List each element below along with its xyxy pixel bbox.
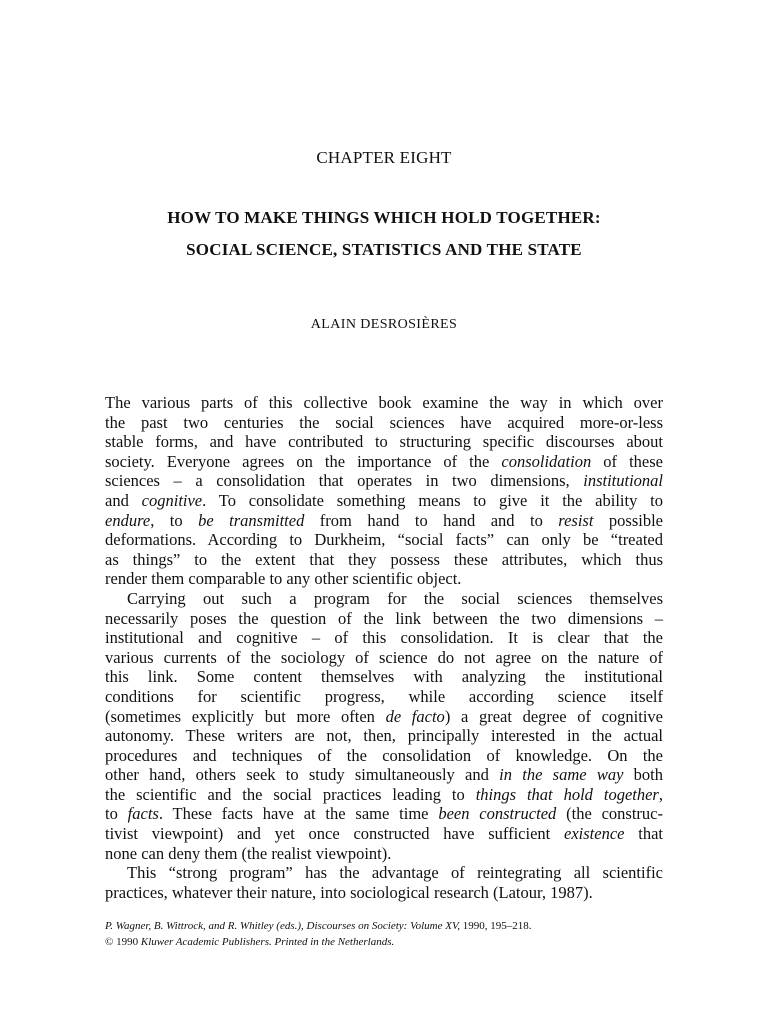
chapter-title-line-1: HOW TO MAKE THINGS WHICH HOLD TOGETHER: — [167, 208, 601, 227]
body-line: This “strong program” has the advantage of reintegrating all scientific — [127, 863, 663, 883]
body-line: none can deny them (the realist viewpoint). — [105, 843, 392, 863]
body-line: conditions for scientific progress, while according science itself — [105, 686, 663, 706]
body-line: and cognitive. To consolidate something means to give it the ability to — [105, 490, 663, 510]
chapter-title-line-2: SOCIAL SCIENCE, STATISTICS AND THE STATE — [186, 240, 582, 259]
body-line: tivist viewpoint) and yet once constructed have sufficient existence that — [105, 824, 663, 844]
body-line: practices, whatever their nature, into sociological research (Latour, 1987). — [105, 882, 593, 902]
chapter-label: CHAPTER EIGHT — [316, 148, 452, 167]
body-line: society. Everyone agrees on the importance of the consolidation of these — [105, 451, 663, 471]
author-name: ALAIN DESROSIÈRES — [310, 317, 458, 332]
body-line: procedures and techniques of the consolidation of knowledge. On the — [105, 745, 663, 765]
publication-footnote — [105, 919, 665, 950]
body-line: necessarily poses the question of the link between the two dimensions – — [105, 608, 663, 628]
body-line: autonomy. These writers are not, then, principally interested in the actual — [105, 726, 663, 746]
body-line: deformations. According to Durkheim, “social facts” can only be “treated — [105, 530, 663, 550]
body-line: as things” to the extent that they possess these attributes, which thus — [105, 549, 663, 569]
body-line: The various parts of this collective book examine the way in which over — [105, 393, 663, 412]
body-line: the scientific and the social practices leading to things that hold together, — [105, 784, 663, 804]
body-line: endure, to be transmitted from hand to hand and to resist possible — [105, 510, 664, 530]
body-line: institutional and cognitive – of this consolidation. It is clear that the — [105, 628, 663, 648]
body-line: other hand, others seek to study simultaneously and in the same way both — [105, 765, 663, 785]
body-line: various currents of the sociology of science do not agree on the nature of — [105, 647, 663, 667]
body-line: to facts. These facts have at the same time been constructed (the construc- — [105, 804, 663, 824]
copyright-line: © 1990 Kluwer Academic Publishers. Printed in the Netherlands. — [105, 935, 395, 948]
body-line: render them comparable to any other scientific object. — [105, 569, 462, 589]
body-line: stable forms, and have contributed to structuring specific discourses about — [105, 432, 663, 452]
body-line: this link. Some content themselves with analyzing the institutional — [105, 667, 663, 687]
body-line: Carrying out such a program for the social sciences themselves — [127, 588, 663, 608]
body-line: (sometimes explicitly but more often de facto) a great degree of cognitive — [105, 706, 664, 726]
body-line: the past two centuries the social sciences have acquired more-or-less — [105, 412, 663, 432]
body-text — [105, 393, 663, 902]
citation-line: P. Wagner, B. Wittrock, and R. Whitley (eds.), Discourses on Society: Volume XV, 1990, 195–218. — [105, 920, 532, 932]
body-line: sciences – a consolidation that operates in two dimensions, institutional — [105, 471, 663, 491]
